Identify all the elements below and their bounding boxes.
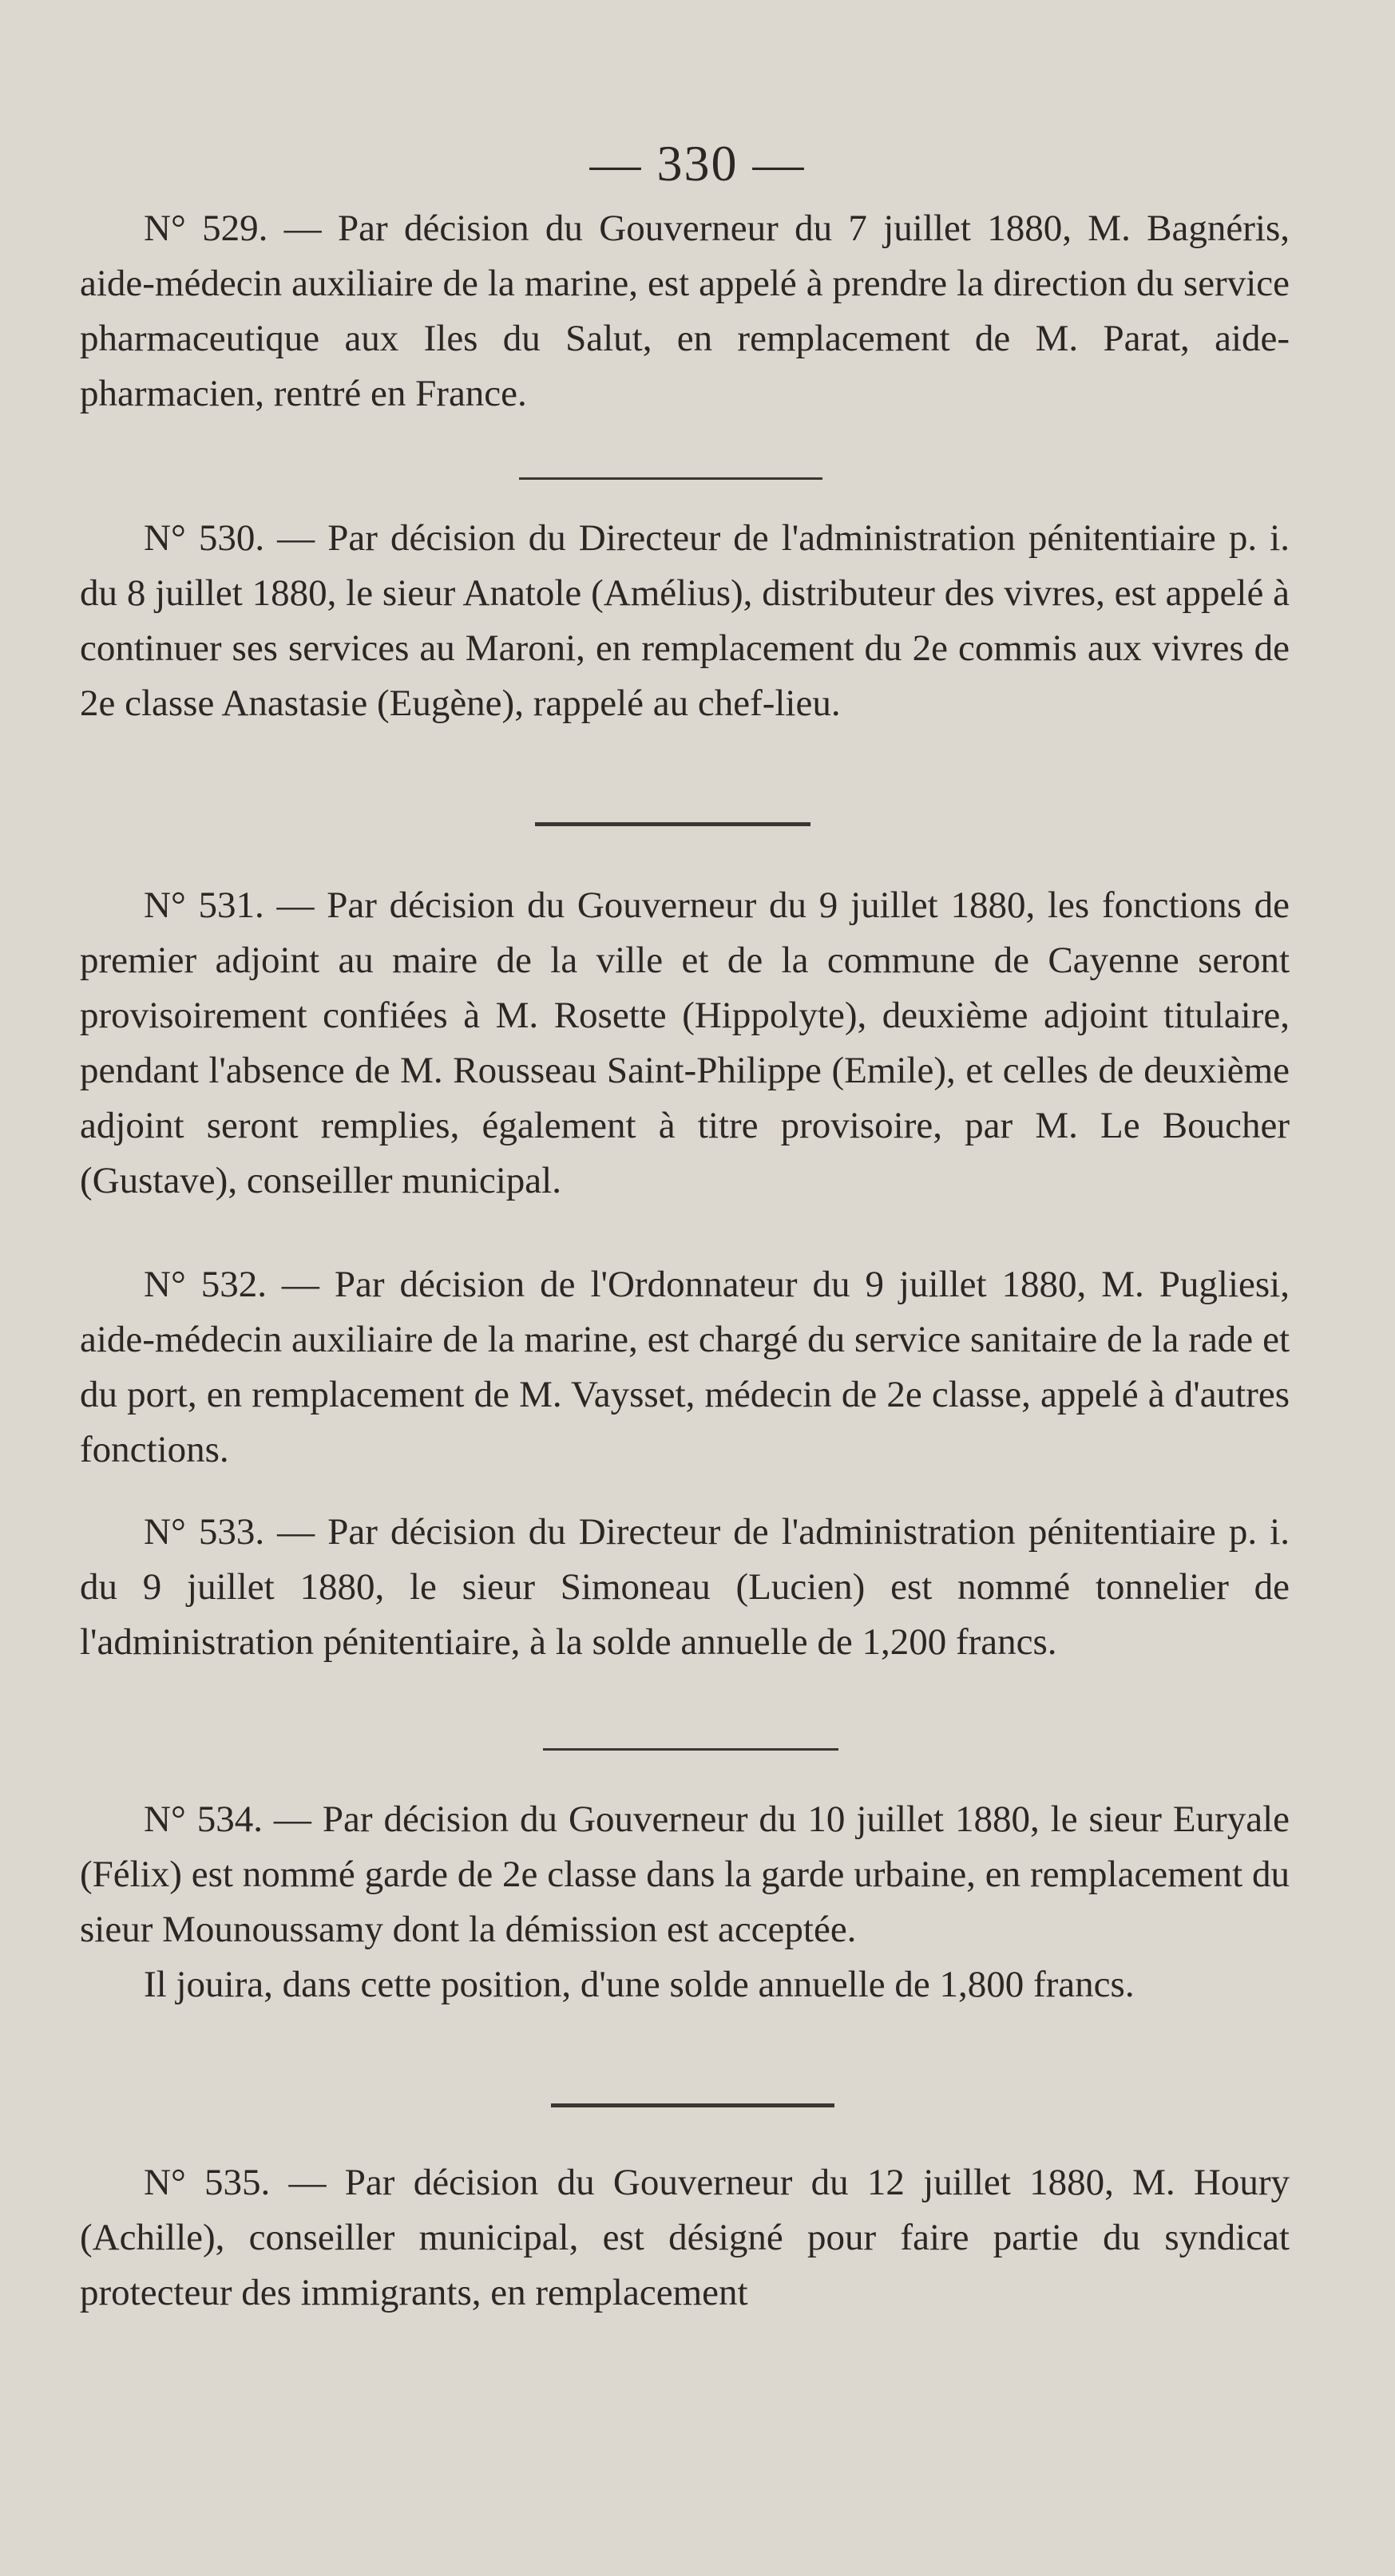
entry-paragraph: N° 529. — Par décision du Gouverneur du 7 juillet 1880, M. Bagnéris, aide-médecin auxiliaire de la marine, est appelé à prendre la direction du service pharmaceutique aux Iles du Salut, en remplacement de M. Parat, aide-pharmacien, rentré en France. [80,208,1290,414]
entry-paragraph: N° 531. — Par décision du Gouverneur du 9 juillet 1880, les fonctions de premier adjoint au maire de la ville et de la commune de Cayenne seront provisoirement confiées à M. Rosette (Hippolyte), deuxième adjoint titulaire, pendant l'absence de M. Rousseau Saint-Philippe (Emile), et celles de deuxième adjoint seront remplies, également à titre provisoire, par M. Le Boucher (Gustave), conseiller municipal. [80,884,1290,1201]
separator-rule [543,1748,838,1751]
page-number: — 330 — [589,135,806,192]
entry-paragraph: N° 530. — Par décision du Directeur de l'administration pénitentiaire p. i. du 8 juillet 1880, le sieur Anatole (Amélius), distributeur des vivres, est appelé à continuer ses services au Maroni, en remplacement du 2e commis aux vivres de 2e classe Anastasie (Eugène), rappelé au chef-lieu. [80,517,1290,724]
separator-rule [519,477,822,480]
entry-paragraph: N° 534. — Par décision du Gouverneur du 10 juillet 1880, le sieur Euryale (Félix) est nommé garde de 2e classe dans la garde urbaine, en remplacement du sieur Mounoussamy dont la démission est acceptée. [80,1798,1290,1950]
entry-529 [80,201,1290,421]
entry-532 [80,1257,1290,1478]
entry-531 [80,878,1290,1209]
entry-535 [80,2155,1290,2321]
separator-rule [535,822,810,826]
entry-534 [80,1792,1290,2012]
entry-533 [80,1505,1290,1670]
entry-paragraph: Il jouira, dans cette position, d'une solde annuelle de 1,800 francs. [144,1964,1135,2005]
entry-530 [80,511,1290,731]
entry-paragraph: N° 533. — Par décision du Directeur de l'administration pénitentiaire p. i. du 9 juillet 1880, le sieur Simoneau (Lucien) est nommé tonnelier de l'administration pénitentiaire, à la solde annuelle de 1,200 francs. [80,1511,1290,1663]
entry-paragraph: N° 532. — Par décision de l'Ordonnateur du 9 juillet 1880, M. Pugliesi, aide-médecin auxiliaire de la marine, est chargé du service sanitaire de la rade et du port, en remplacement de M. Vaysset, médecin de 2e classe, appelé à d'autres fonctions. [80,1264,1290,1470]
entry-paragraph: N° 535. — Par décision du Gouverneur du 12 juillet 1880, M. Houry (Achille), conseiller municipal, est désigné pour faire partie du syndicat protecteur des immigrants, en remplacement [80,2162,1290,2313]
separator-rule [551,2103,834,2107]
